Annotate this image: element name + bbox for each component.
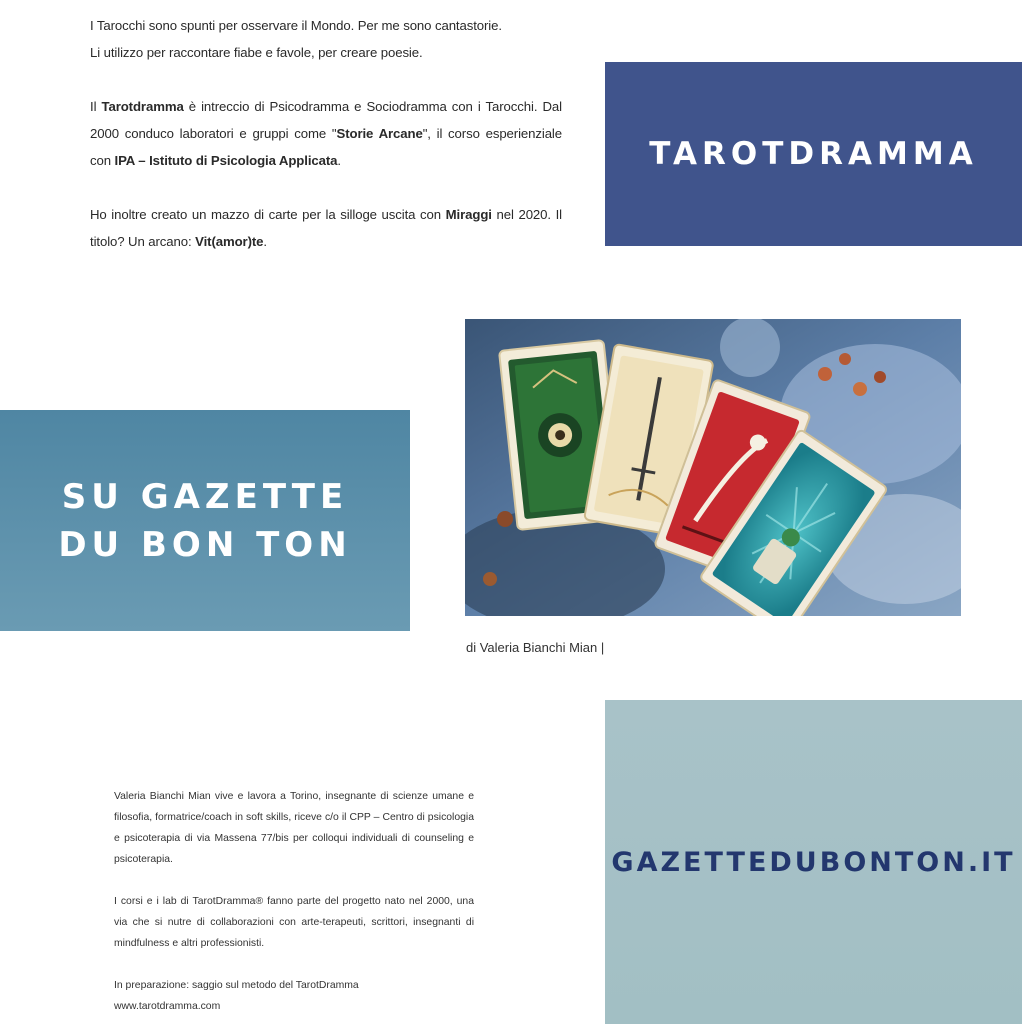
website-banner <box>605 700 1022 1024</box>
intro-paragraph-1: I Tarocchi sono spunti per osservare il Mondo. Per me sono cantastorie. Li utilizzo per raccontare fiabe e favole, per creare poesie. <box>90 18 502 60</box>
intro-paragraph-3: Ho inoltre creato un mazzo di carte per la silloge uscita con Miraggi nel 2020. Il titolo? Un arcano: Vit(amor)te. <box>90 207 562 249</box>
bio-paragraph-3: In preparazione: saggio sul metodo del TarotDramma www.tarotdramma.com <box>114 980 359 1012</box>
tarot-cards-photo <box>465 319 961 616</box>
bio-paragraph-1: Valeria Bianchi Mian vive e lavora a Torino, insegnante di scienze umane e filosofia, formatrice/coach in soft skills, riceve c/o il CPP – Centro di psicologia e psicoterapia di via Massena 77/bis per colloqui individuali di counseling e psicoterapia. <box>114 791 474 865</box>
tarotdramma-title: TAROTDRAMMA <box>649 136 978 172</box>
website-title: GAZETTEDUBONTON.IT <box>611 846 1016 878</box>
website-link: www.tarotdramma.com <box>114 1001 221 1012</box>
tarotdramma-banner <box>605 62 1022 246</box>
author-bio <box>114 786 474 1017</box>
author-caption: di Valeria Bianchi Mian | <box>466 640 605 655</box>
gazette-title: SU GAZETTE DU BON TON <box>58 476 352 565</box>
intro-text <box>90 12 562 282</box>
intro-paragraph-2: Il Tarotdramma è intreccio di Psicodramma e Sociodramma con i Tarocchi. Dal 2000 conduco laboratori e gruppi come "Storie Arcane", il corso esperienziale con IPA – Istituto di Psicologia Applicata. <box>90 99 562 168</box>
bio-paragraph-2: I corsi e i lab di TarotDramma® fanno parte del progetto nato nel 2000, una via che si nutre di collaborazioni con arte-terapeuti, scrittori, insegnanti di mindfulness e altri professionisti. <box>114 896 474 949</box>
gazette-banner <box>0 410 410 631</box>
